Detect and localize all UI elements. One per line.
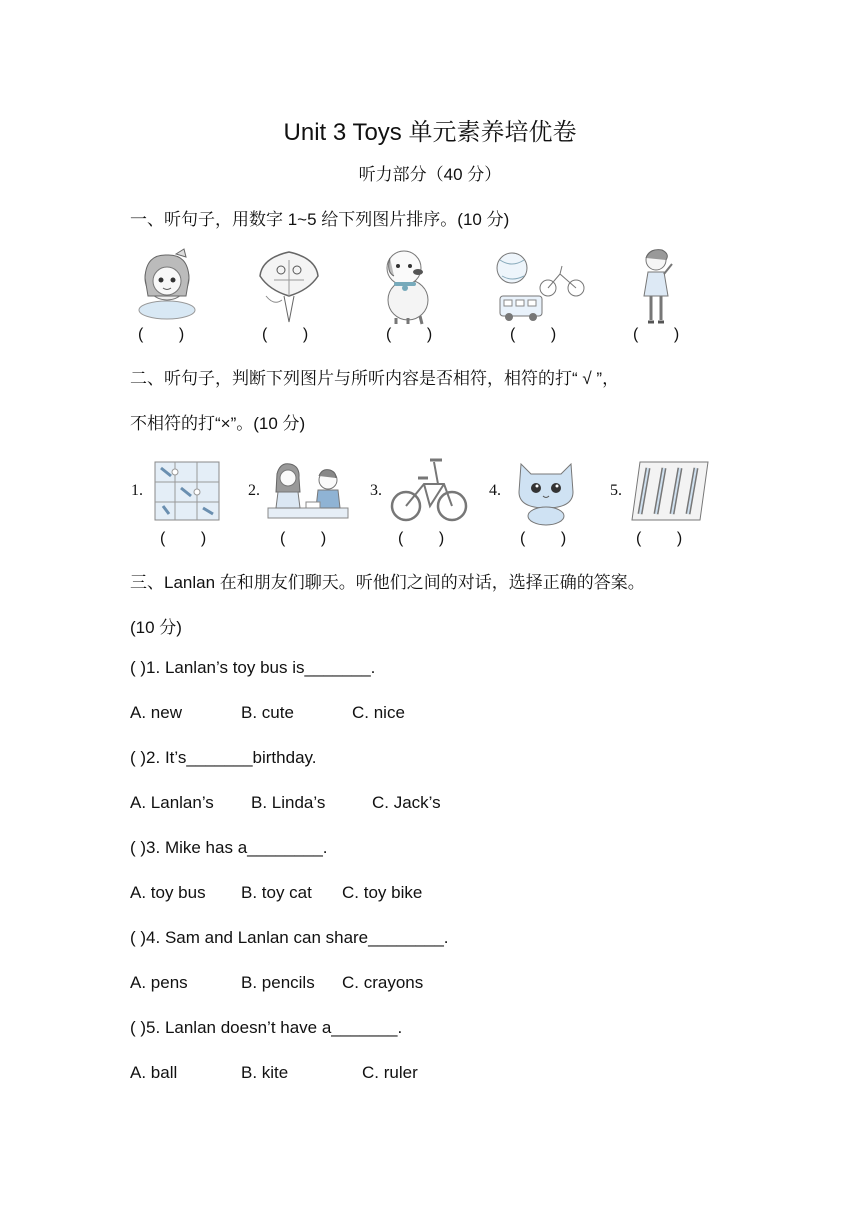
option-b[interactable]: B. pencils (241, 973, 315, 992)
bike-icon (390, 456, 468, 526)
picture-number: 3. (370, 482, 382, 499)
answer-blank[interactable]: ( ) (633, 326, 680, 343)
option-b[interactable]: B. toy cat (241, 883, 312, 902)
section2-heading-line1: 二、听句子，判断下列图片与所听内容是否相符，相符的打“ √ ”， (130, 369, 620, 388)
puzzle-icon (153, 458, 221, 524)
option-b[interactable]: B. cute (241, 703, 294, 722)
question-3: ( )3. Mike has a________. (130, 838, 328, 857)
option-a[interactable]: A. new (130, 703, 182, 722)
answer-blank[interactable]: ( ) (398, 530, 445, 547)
section2-pictures (0, 452, 860, 552)
option-c[interactable]: C. Jack’s (372, 793, 441, 812)
picture-number: 4. (489, 482, 501, 499)
girl-standing-icon (636, 246, 680, 328)
option-a[interactable]: A. toy bus (130, 883, 206, 902)
section1-pictures (0, 244, 860, 344)
section1-heading: 一、听句子，用数字 1~5 给下列图片排序。(10 分) (130, 210, 510, 229)
question-4: ( )4. Sam and Lanlan can share________. (130, 928, 449, 947)
picture-number: 1. (131, 482, 143, 499)
children-reading-icon (266, 458, 350, 524)
option-c[interactable]: C. nice (352, 703, 405, 722)
cat-icon (513, 456, 579, 526)
picture-number: 2. (248, 482, 260, 499)
question-1: ( )1. Lanlan’s toy bus is_______. (130, 658, 376, 677)
pens-icon (630, 458, 710, 524)
answer-blank[interactable]: ( ) (510, 326, 557, 343)
answer-blank[interactable]: ( ) (386, 326, 433, 343)
page-title: Unit 3 Toys 单元素养培优卷 (283, 119, 577, 146)
option-b[interactable]: B. kite (241, 1063, 289, 1082)
section3-heading-line2: (10 分) (130, 618, 182, 637)
picture-number: 5. (610, 482, 622, 499)
option-a[interactable]: A. ball (130, 1063, 178, 1082)
option-c[interactable]: C. toy bike (342, 883, 423, 902)
answer-blank[interactable]: ( ) (262, 326, 309, 343)
section3-heading-line1: 三、Lanlan 在和朋友们聊天。听他们之间的对话，选择正确的答案。 (130, 573, 645, 592)
option-a[interactable]: A. Lanlan’s (130, 793, 214, 812)
question-5: ( )5. Lanlan doesn’t have a_______. (130, 1018, 403, 1037)
answer-blank[interactable]: ( ) (636, 530, 683, 547)
toys-icon (496, 248, 586, 322)
section2-heading-line2: 不相符的打“×”。(10 分) (130, 414, 306, 433)
kite-icon (254, 246, 324, 324)
question-2: ( )2. It’s_______birthday. (130, 748, 317, 767)
answer-blank[interactable]: ( ) (520, 530, 567, 547)
girl-icon (136, 248, 198, 322)
option-a[interactable]: A. pens (130, 973, 188, 992)
answer-blank[interactable]: ( ) (280, 530, 327, 547)
answer-blank[interactable]: ( ) (138, 326, 185, 343)
option-c[interactable]: C. ruler (362, 1063, 418, 1082)
option-b[interactable]: B. Linda’s (251, 793, 326, 812)
dog-icon (378, 246, 438, 326)
option-c[interactable]: C. crayons (342, 973, 424, 992)
page-subtitle: 听力部分（40 分） (358, 165, 502, 184)
answer-blank[interactable]: ( ) (160, 530, 207, 547)
